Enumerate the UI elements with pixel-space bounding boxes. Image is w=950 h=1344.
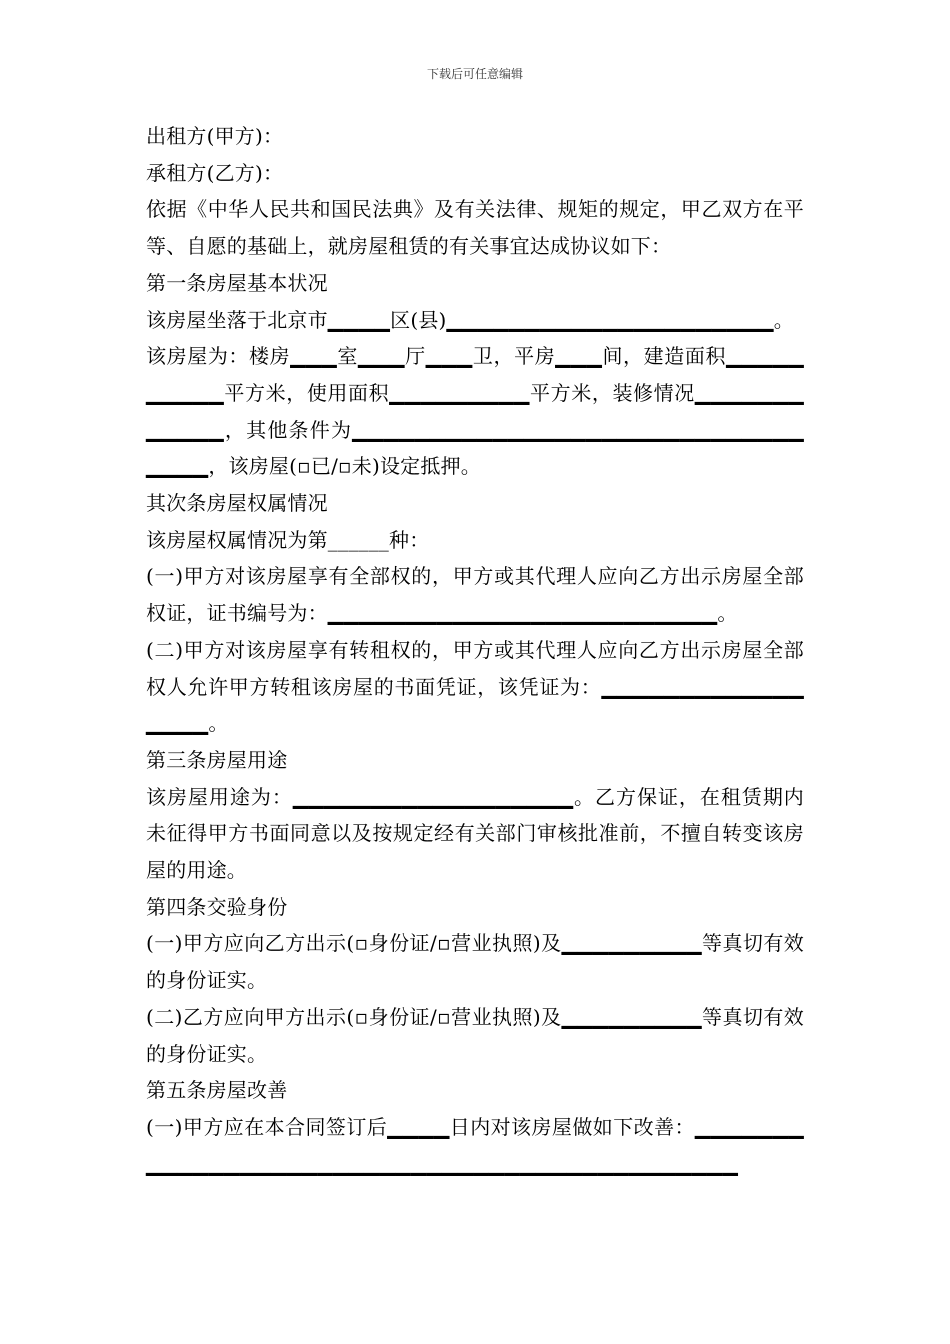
article-4-heading: 第四条交验身份	[146, 894, 288, 919]
article-5-heading: 第五条房屋改善	[146, 1078, 288, 1103]
article-2-clause-1: (一)甲方对该房屋享有全部权的，甲方或其代理人应向乙方出示房屋全部权证，证书编号为：▁▁▁▁▁▁▁▁▁▁▁▁▁▁▁▁▁▁▁▁▁▁▁▁▁。	[146, 564, 804, 626]
article-3-body: 该房屋用途为：▁▁▁▁▁▁▁▁▁▁▁▁▁▁▁▁▁▁。乙方保证，在租赁期内未征得甲方书面同意以及按规定经有关部门审核批准前，不擅自转变该房屋的用途。	[146, 784, 804, 883]
preamble-paragraph: 依据《中华人民共和国民法典》及有关法律、规矩的规定，甲乙双方在平等、自愿的基础上，就房屋租赁的有关事宜达成协议如下：	[146, 197, 804, 259]
article-4-clause-2: (二)乙方应向甲方出示(▫身份证/▫营业执照)及▁▁▁▁▁▁▁▁▁等真切有效的身份证实。	[146, 1004, 804, 1066]
article-2-clause-2: (二)甲方对该房屋享有转租权的，甲方或其代理人应向乙方出示房屋全部权人允许甲方转租该房屋的书面凭证，该凭证为：▁▁▁▁▁▁▁▁▁▁▁▁▁▁▁▁▁。	[146, 637, 804, 736]
article-4-clause-1: (一)甲方应向乙方出示(▫身份证/▫营业执照)及▁▁▁▁▁▁▁▁▁等真切有效的身份证实。	[146, 931, 804, 993]
lessor-line: 出租方(甲方)：	[146, 124, 284, 148]
lessee-line: 承租方(乙方)：	[146, 160, 284, 185]
contract-body	[146, 118, 804, 1182]
page-header: 下载后可任意编辑	[426, 67, 523, 81]
article-1-details: 该房屋为：楼房▁▁▁室▁▁▁厅▁▁▁卫，平房▁▁▁间，建造面积▁▁▁▁▁▁▁▁▁▁平方米，使用面积▁▁▁▁▁▁▁▁▁平方米，装修情况▁▁▁▁▁▁▁▁▁▁▁▁，其他条件为▁▁▁▁▁▁▁▁▁▁▁▁▁▁▁▁▁▁▁▁▁▁▁▁▁▁▁▁▁▁▁▁▁，该房屋(▫已/▫未)设定抵押。	[146, 344, 804, 479]
article-2-intro: 该房屋权属情况为第______种：	[146, 527, 430, 552]
article-5-clause-1: (一)甲方应在本合同签订后▁▁▁▁日内对该房屋做如下改善：▁▁▁▁▁▁▁▁▁▁▁▁▁▁▁▁▁▁▁▁▁▁▁▁▁▁▁▁▁▁▁▁▁▁▁▁▁▁▁▁▁▁▁▁▁	[146, 1114, 804, 1176]
article-1-heading: 第一条房屋基本状况	[146, 270, 328, 295]
article-1-location: 该房屋坐落于北京市▁▁▁▁区(县)▁▁▁▁▁▁▁▁▁▁▁▁▁▁▁▁▁▁▁▁▁。	[146, 307, 794, 332]
article-3-heading: 第三条房屋用途	[146, 747, 288, 772]
article-2-heading: 其次条房屋权属情况	[146, 491, 328, 516]
